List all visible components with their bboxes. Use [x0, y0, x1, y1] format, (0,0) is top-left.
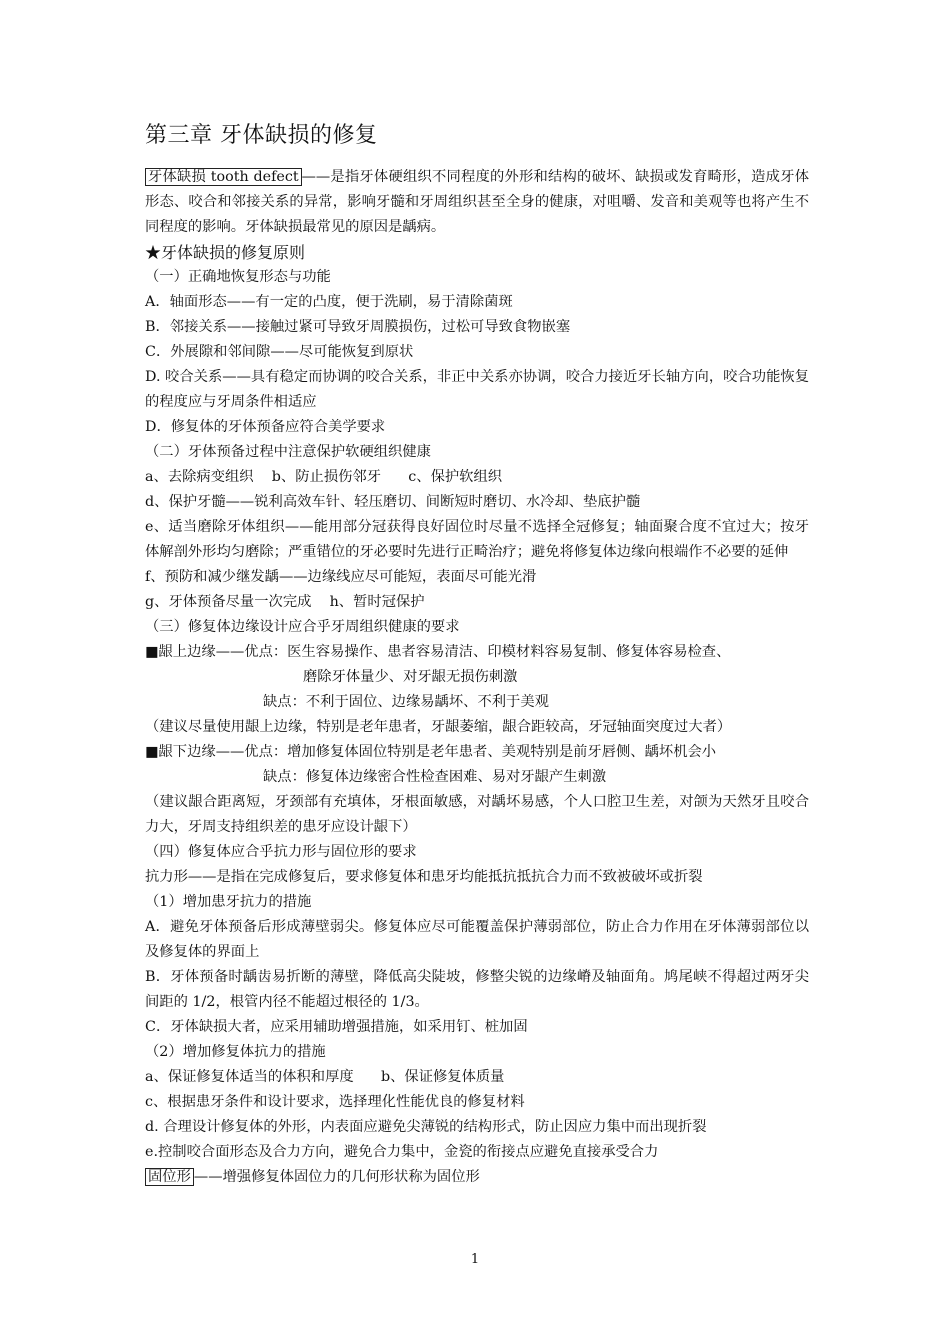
text-line: ■龈下边缘——优点：增加修复体固位特别是老年患者、美观特别是前牙唇侧、龋坏机会小: [145, 744, 717, 760]
definition-text: ——是指牙体硬组织不同程度的外形和结构的破坏、缺损或发育畸形，造成牙体形态、咬合和邻接关系的异常，影响牙髓和牙周组织甚至全身的健康，对咀嚼、发音和美观等也将产生不同程度的影响。牙体缺损最常见的原因是龋病。: [145, 169, 810, 235]
text-line: f、预防和减少继发龋——边缘线应尽可能短，表面尽可能光滑: [145, 569, 537, 585]
text-line: （建议龈合距离短，牙颈部有充填体，牙根面敏感，对龋坏易感，个人口腔卫生差，对颌为天然牙且咬合力大，牙周支持组织差的患牙应设计龈下）: [145, 794, 809, 835]
text-line: d. 合理设计修复体的外形，内表面应避免尖薄锐的结构形式，防止因应力集中而出现折裂: [145, 1119, 707, 1135]
text-line: （三）修复体边缘设计应合乎牙周组织健康的要求: [145, 619, 460, 635]
text-line: g、牙体预备尽量一次完成 h、暂时冠保护: [145, 594, 425, 610]
text-line: d、保护牙髓——锐利高效车针、轻压磨切、间断短时磨切、水冷却、垫底护髓: [145, 494, 641, 510]
text-line: D. 咬合关系——具有稳定而协调的咬合关系，非正中关系亦协调，咬合力接近牙长轴方向，咬合功能恢复的程度应与牙周条件相适应: [145, 369, 809, 410]
text-line: C．外展隙和邻间隙——尽可能恢复到原状: [145, 344, 414, 360]
definition-tooth-defect: [145, 165, 809, 240]
text-line: a、保证修复体适当的体积和厚度 b、保证修复体质量: [145, 1069, 505, 1085]
text-line: 缺点：不利于固位、边缘易龋坏、不利于美观: [263, 694, 549, 710]
section-heading: ★牙体缺损的修复原则: [145, 243, 306, 262]
text-line: ■龈上边缘——优点：医生容易操作、患者容易清洁、印模材料容易复制、修复体容易检查、: [145, 644, 731, 660]
text-line: （1）增加患牙抗力的措施: [145, 894, 312, 910]
page-number: 1: [470, 1252, 480, 1267]
text-line: 磨除牙体量少、对牙龈无损伤刺激: [303, 669, 518, 685]
text-line: A．轴面形态——有一定的凸度，便于洗刷，易于清除菌斑: [145, 294, 513, 310]
text-line: 缺点：修复体边缘密合性检查困难、易对牙龈产生刺激: [263, 769, 607, 785]
boxed-term: 牙体缺损 tooth defect: [145, 168, 302, 186]
text-line: D．修复体的牙体预备应符合美学要求: [145, 419, 386, 435]
text-line: （2）增加修复体抗力的措施: [145, 1044, 326, 1060]
text-line: c、根据患牙条件和设计要求，选择理化性能优良的修复材料: [145, 1094, 525, 1110]
text-line: e、适当磨除牙体组织——能用部分冠获得良好固位时尽量不选择全冠修复；轴面聚合度不宜过大；按牙体解剖外形均匀磨除；严重错位的牙必要时先进行正畸治疗；避免将修复体边缘向根端作不必要的延伸: [145, 519, 809, 560]
text-line: C．牙体缺损大者，应采用辅助增强措施，如采用钉、桩加固: [145, 1019, 528, 1035]
text-line: （二）牙体预备过程中注意保护软硬组织健康: [145, 444, 431, 460]
text-line: e.控制咬合面形态及合力方向，避免合力集中，金瓷的衔接点应避免直接承受合力: [145, 1144, 659, 1160]
text-line: a、去除病变组织 b、防止损伤邻牙 c、保护软组织: [145, 469, 503, 485]
text-line: A．避免牙体预备后形成薄壁弱尖。修复体应尽可能覆盖保护薄弱部位，防止合力作用在牙体薄弱部位以及修复体的界面上: [145, 919, 809, 960]
text-line: B．邻接关系——接触过紧可导致牙周膜损伤，过松可导致食物嵌塞: [145, 319, 571, 335]
text-line: （四）修复体应合乎抗力形与固位形的要求: [145, 844, 417, 860]
document-body: [145, 118, 809, 1190]
text-line: B．牙体预备时龋齿易折断的薄壁，降低高尖陡坡，修整尖锐的边缘嵴及轴面角。鸠尾峡不得超过两牙尖间距的 1/2，根管内径不能超过根径的 1/3。: [145, 969, 809, 1010]
boxed-term: 固位形: [145, 1168, 194, 1186]
text-line: （建议尽量使用龈上边缘，特别是老年患者，牙龈萎缩，龈合距较高，牙冠轴面突度过大者）: [145, 719, 732, 735]
text-line: 抗力形——是指在完成修复后，要求修复体和患牙均能抵抗抵抗合力而不致被破坏或折裂: [145, 869, 703, 885]
text-line: （一）正确地恢复形态与功能: [145, 269, 331, 285]
chapter-title: 第三章 牙体缺损的修复: [145, 123, 378, 148]
definition-text: ——增强修复体固位力的几何形状称为固位形: [193, 1169, 480, 1185]
definition-retention-form: [145, 1165, 809, 1190]
